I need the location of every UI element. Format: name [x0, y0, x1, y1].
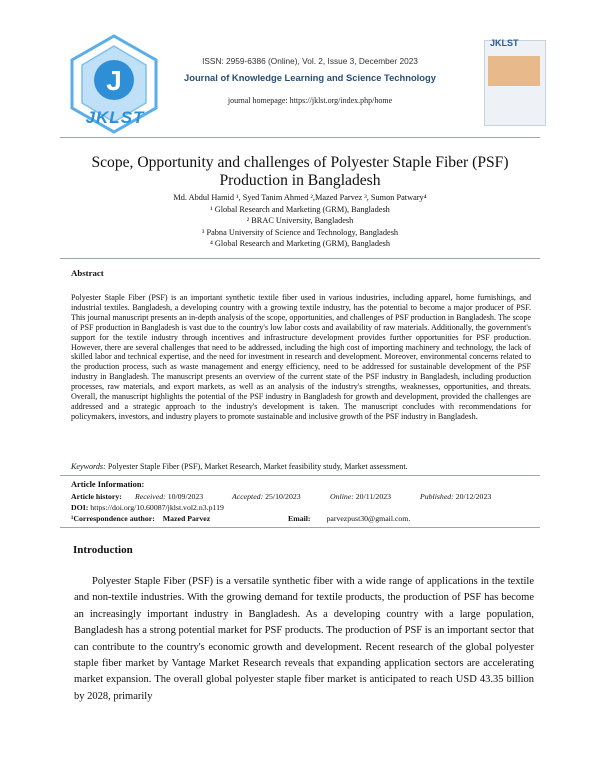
accepted-group	[232, 492, 301, 502]
cover-badge: JKLST	[490, 38, 519, 48]
journal-name: Journal of Knowledge Learning and Science Technology	[184, 72, 436, 83]
keywords-text: Polyester Staple Fiber (PSF), Market Research, Market feasibility study, Market assessment.	[107, 462, 408, 471]
journal-homepage-link[interactable]: journal homepage: https://jklst.org/index.php/home	[227, 96, 393, 105]
doi-link[interactable]: https://doi.org/10.60087/jklst.vol2.n3.p119	[90, 503, 224, 512]
doi-row	[71, 503, 224, 513]
introduction-heading: Introduction	[73, 544, 133, 556]
published-date: 20/12/2023	[455, 492, 492, 501]
paper-title	[70, 154, 530, 190]
affiliation-1: ¹ Global Research and Marketing (GRM), Bangladesh	[210, 204, 390, 214]
info-rule	[60, 527, 540, 528]
email-row	[288, 514, 410, 524]
issn-line: ISSN: 2959-6386 (Online), Vol. 2, Issue 3, December 2023	[202, 56, 418, 66]
affiliation-4: ⁴ Global Research and Marketing (GRM), Bangladesh	[209, 239, 391, 248]
email-label: Email:	[288, 514, 311, 523]
logo-letter: J	[106, 65, 122, 96]
online-date: 20/11/2023	[355, 492, 392, 501]
introduction-body: Polyester Staple Fiber (PSF) is a versatile synthetic fiber with a wide range of applications in the textile and non-textile industries. With the growing demand for textile products, the production of PSF has become an increasingly important industry in Bangladesh. As a developing country with a large population, Bangladesh has a strong potential market for PSF products. The production of PSF is an important sector that can contribute to the country's economic growth and development. Recent research of the global polyester staple fiber market by Vantage Market Research reveals that expanding application sectors are accelerating market expansion. The overall global polyester staple fiber market is anticipated to reach USD 43.35 billion by 2028, primarily	[74, 576, 534, 702]
cover-band	[488, 56, 540, 86]
doi-label: DOI:	[71, 503, 89, 512]
title-rule	[60, 258, 540, 259]
published-label: Published:	[420, 492, 454, 501]
abstract-heading: Abstract	[71, 268, 104, 278]
abstract-rule	[60, 475, 540, 476]
received-group	[135, 492, 203, 502]
author-list: Md. Abdul Hamid ¹, Syed Tanim Ahmed ²,Mazed Parvez ³, Sumon Patwary⁴	[173, 193, 427, 202]
correspondence-label: ¹Correspondence author:	[71, 514, 155, 523]
header-rule	[60, 137, 540, 138]
affiliation-2: ² BRAC University, Bangladesh	[246, 216, 354, 225]
accepted-date: 25/10/2023	[265, 492, 301, 501]
history-label: Article history:	[71, 492, 122, 501]
correspondence-name: Mazed Parvez	[162, 514, 211, 523]
title-line-2: Production in Bangladesh	[219, 172, 381, 189]
email-link[interactable]: parvezpust30@gmail.com.	[326, 514, 411, 523]
published-group	[420, 492, 491, 502]
keywords-line	[71, 462, 531, 472]
received-date: 10/09/2023	[167, 492, 204, 501]
authors-block	[80, 192, 520, 250]
article-info-heading: Article Information:	[71, 480, 145, 489]
online-group	[330, 492, 391, 502]
received-label: Received:	[135, 492, 166, 501]
correspondence-row	[71, 514, 210, 524]
abstract-body: Polyester Staple Fiber (PSF) is an important synthetic textile fiber used in various industries, including apparel, home furnishings, and industrial textiles. Bangladesh, a developing country with a growing textile industry, has the potential to become a major producer of PSF. This journal manuscript presents an in-depth analysis of the scope, opportunities, and challenges of PSF production in Bangladesh. The scope of PSF production in Bangladesh is vast due to the country's low labor costs and availability of raw materials. Additionally, the government's support for the textile industry through incentives and infrastructure development provides further opportunities for PSF production. However, there are several challenges that need to be addressed, including the high cost of importing machinery and technology, the lack of skilled labor and technical expertise, and the need for investment in research and development. Moreover, environmental concerns related to the production process, such as waste management and energy efficiency, need to be addressed for sustainable development of the PSF industry in Bangladesh. The manuscript presents an overview of the current state of the PSF industry in Bangladesh, including production processes, raw materials, and export markets, as well as an analysis of the industry's strengths, weaknesses, opportunities, and threats. Overall, the manuscript highlights the potential of the PSF industry in Bangladesh for growth and development, provided the challenges are addressed and a strategic approach to the industry's development is taken. The manuscript concludes with recommendations for policymakers, investors, and industry players to promote sustainable and inclusive growth of the PSF industry in Bangladesh.	[71, 293, 531, 421]
affiliation-3: ³ Pabna University of Science and Technology, Bangladesh	[201, 227, 399, 237]
online-label: Online:	[330, 492, 354, 501]
article-history-row	[71, 492, 122, 502]
title-line-1: Scope, Opportunity and challenges of Polyester Staple Fiber (PSF)	[91, 154, 509, 171]
logo-wordmark: JKLST	[85, 108, 145, 127]
keywords-label: Keywords:	[71, 462, 106, 471]
accepted-label: Accepted:	[232, 492, 264, 501]
